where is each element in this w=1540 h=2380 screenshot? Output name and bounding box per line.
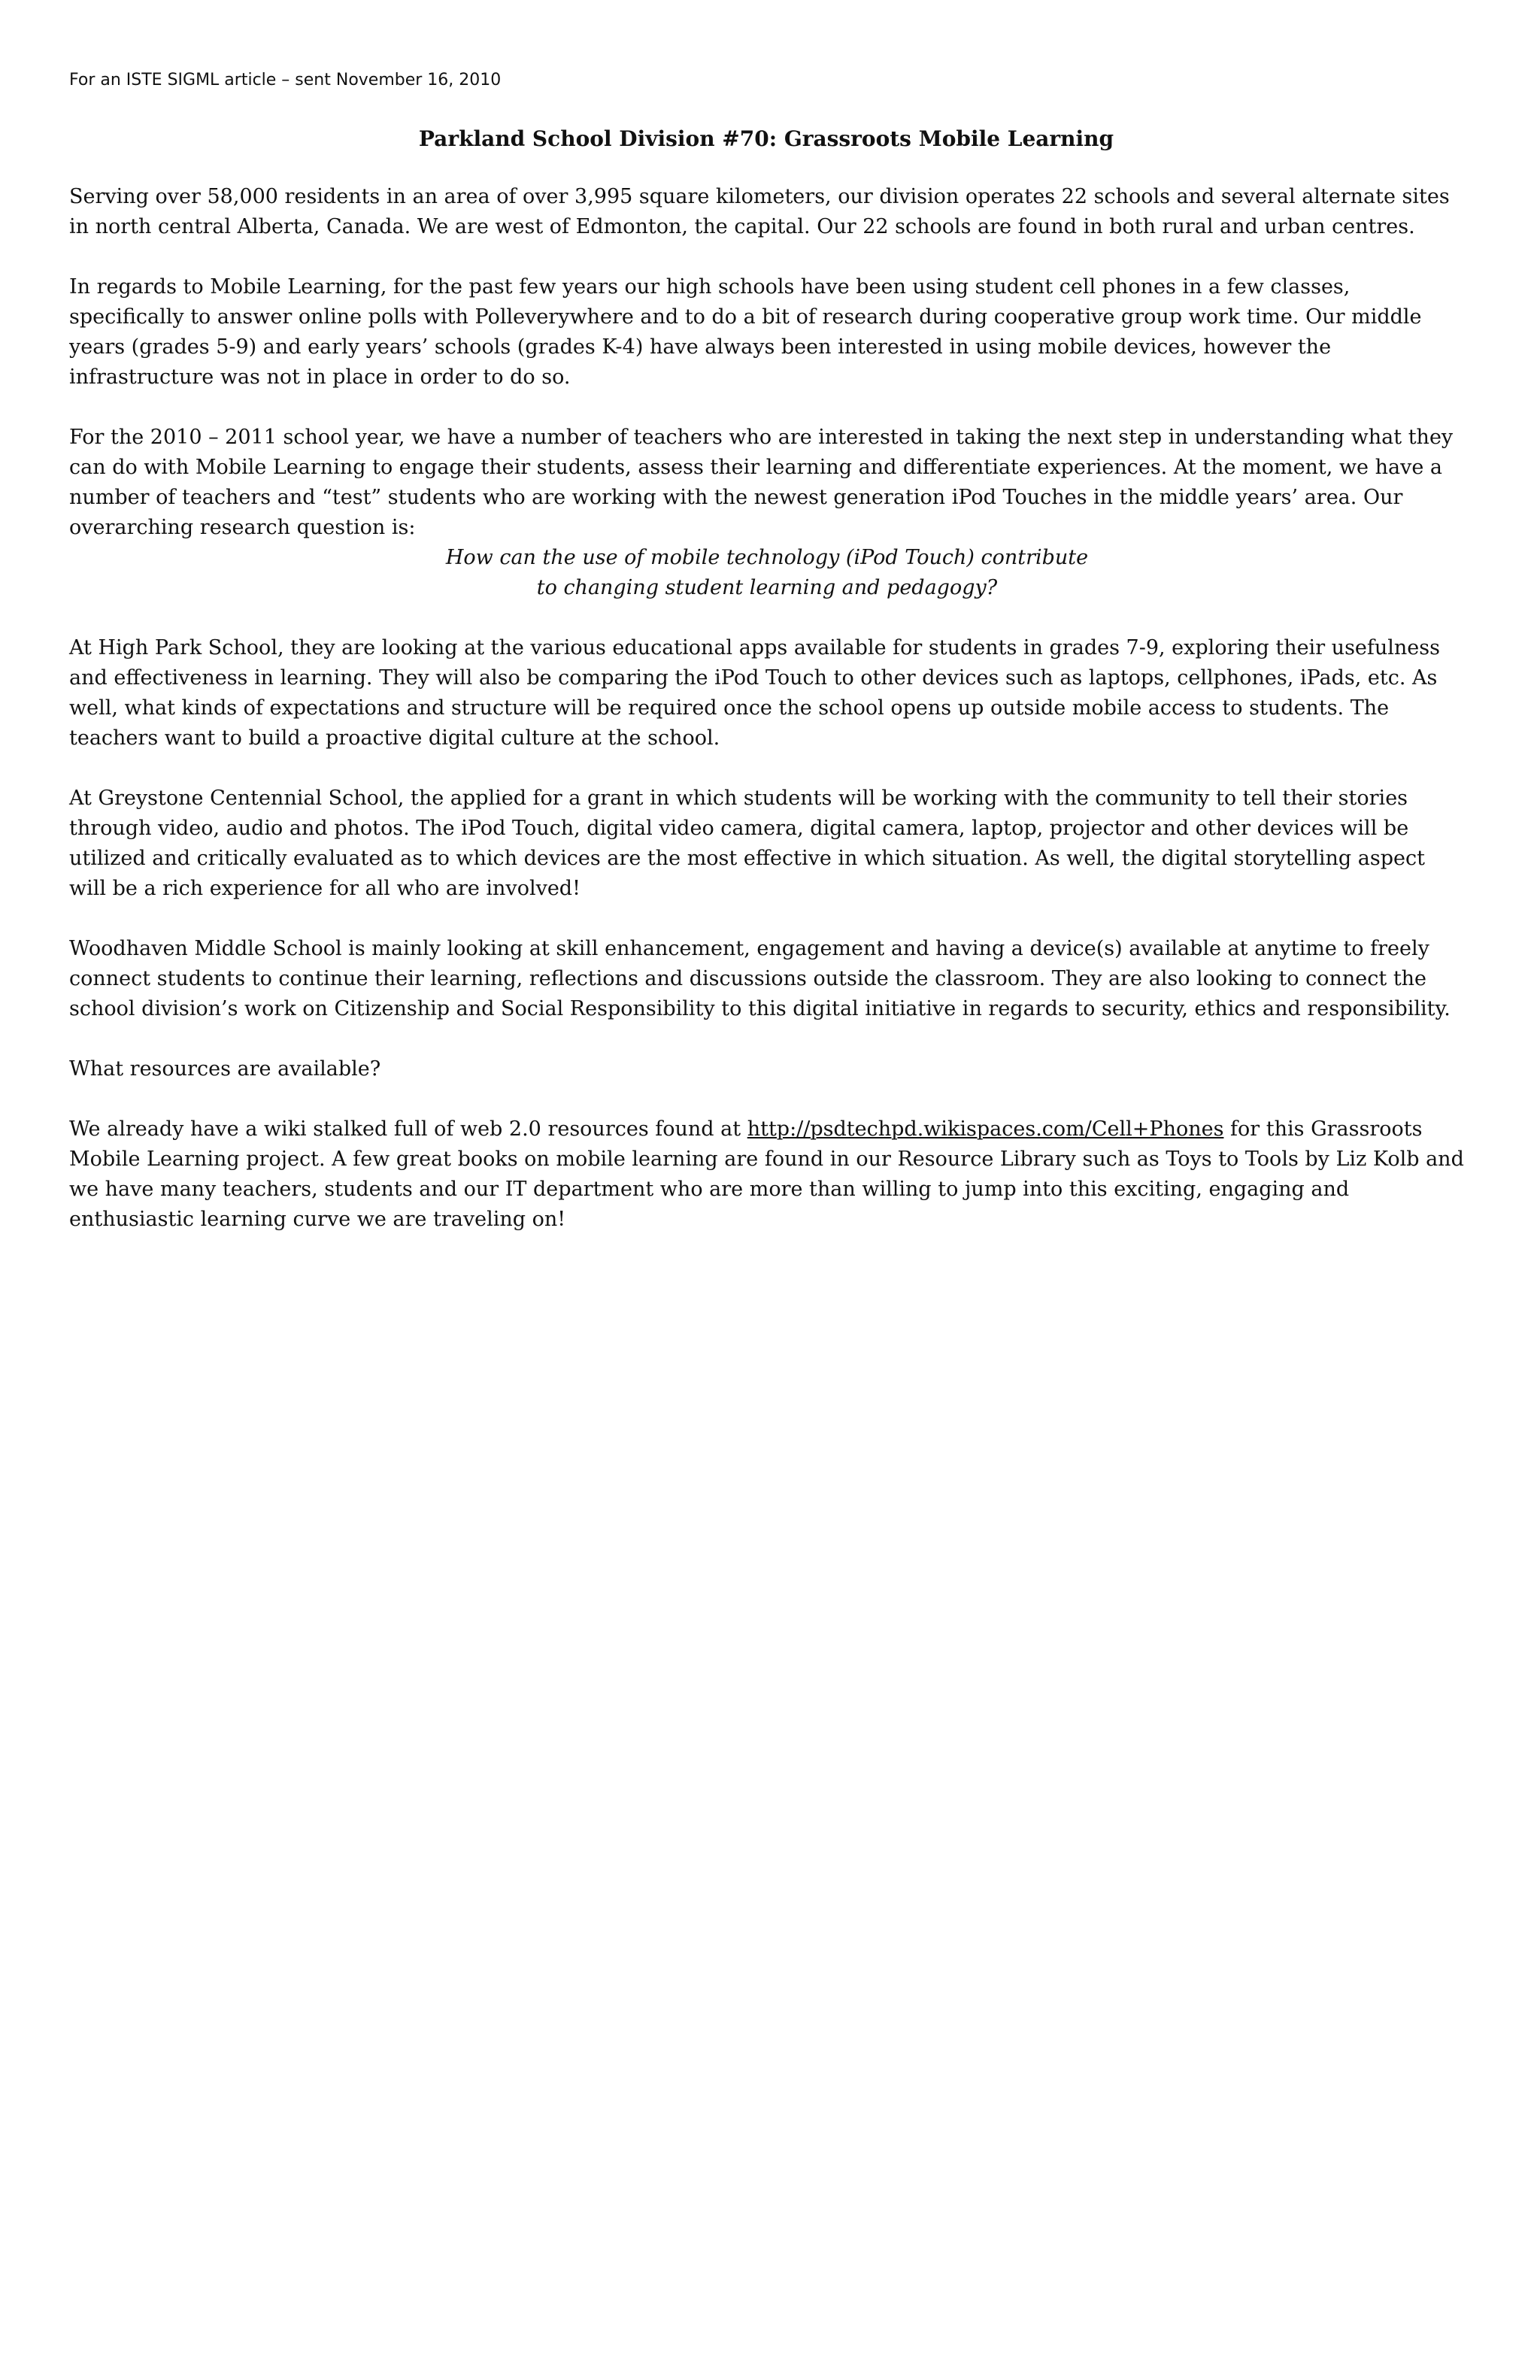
paragraph-resources xyxy=(69,1114,1465,1235)
research-question-line-1: How can the use of mobile technology (iPod Touch) contribute xyxy=(445,546,1089,569)
resources-heading: What resources are available? xyxy=(69,1057,381,1081)
header-note: For an ISTE SIGML article – sent November 16, 2010 xyxy=(69,71,502,89)
research-question-line-2: to changing student learning and pedagogy? xyxy=(536,576,998,599)
paragraph-high-park: At High Park School, they are looking at the various educational apps available for students in grades 7-9, exploring their usefulness and effectiveness in learning. They will also be comparing the iPod Touch to other devices such as laptops, cellphones, iPads, etc. As well, what kinds of expectations and structure will be required once the school opens up outside mobile access to students. The teachers want to build a proactive digital culture at the school. xyxy=(69,636,1441,750)
document-title: Parkland School Division #70: Grassroots Mobile Learning xyxy=(418,126,1114,151)
paragraph-greystone: At Greystone Centennial School, the applied for a grant in which students will be working with the community to tell their stories through video, audio and photos. The iPod Touch, digital video camera, digital camera, laptop, projector and other devices will be utilized and critically evaluated as to which devices are the most effective in which situation. As well, the digital storytelling aspect will be a rich experience for all who are involved! xyxy=(69,787,1425,900)
resources-text-after-link: for this Grassroots Mobile Learning project. A few great books on mobile learning are found in our Resource Library such as Toys to Tools by Liz Kolb and we have many teachers, students and our IT department who are more than willing to jump into this exciting, engaging and enthusiastic learning curve we are traveling on! xyxy=(69,1117,1464,1231)
paragraph-mobile-learning: In regards to Mobile Learning, for the past few years our high schools have been using student cell phones in a few classes, specifically to answer online polls with Polleverywhere and to do a bit of research during cooperative group work time. Our middle years (grades 5-9) and early years’ schools (grades K-4) have always been interested in using mobile devices, however the infrastructure was not in place in order to do so. xyxy=(69,275,1422,389)
paragraph-intro: Serving over 58,000 residents in an area of over 3,995 square kilometers, our division operates 22 schools and several alternate sites in north central Alberta, Canada. We are west of Edmonton, the capital. Our 22 schools are found in both rural and urban centres. xyxy=(69,185,1450,238)
document-body xyxy=(69,182,1465,1265)
paragraph-woodhaven: Woodhaven Middle School is mainly looking at skill enhancement, engagement and having a device(s) available at anytime to freely connect students to continue their learning, reflections and discussions outside the classroom. They are also looking to connect the school division’s work on Citizenship and Social Responsibility to this digital initiative in regards to security, ethics and responsibility. xyxy=(69,937,1451,1020)
research-question xyxy=(69,543,1465,603)
wiki-link[interactable]: http://psdtechpd.wikispaces.com/Cell+Phones xyxy=(747,1117,1224,1141)
resources-text-before-link: We already have a wiki stalked full of web 2.0 resources found at xyxy=(69,1117,747,1141)
paragraph-school-year: For the 2010 – 2011 school year, we have a number of teachers who are interested in taking the next step in understanding what they can do with Mobile Learning to engage their students, assess their learning and differentiate experiences. At the moment, we have a number of teachers and “test” students who are working with the newest generation iPod Touches in the middle years’ area. Our overarching research question is: xyxy=(69,426,1454,539)
